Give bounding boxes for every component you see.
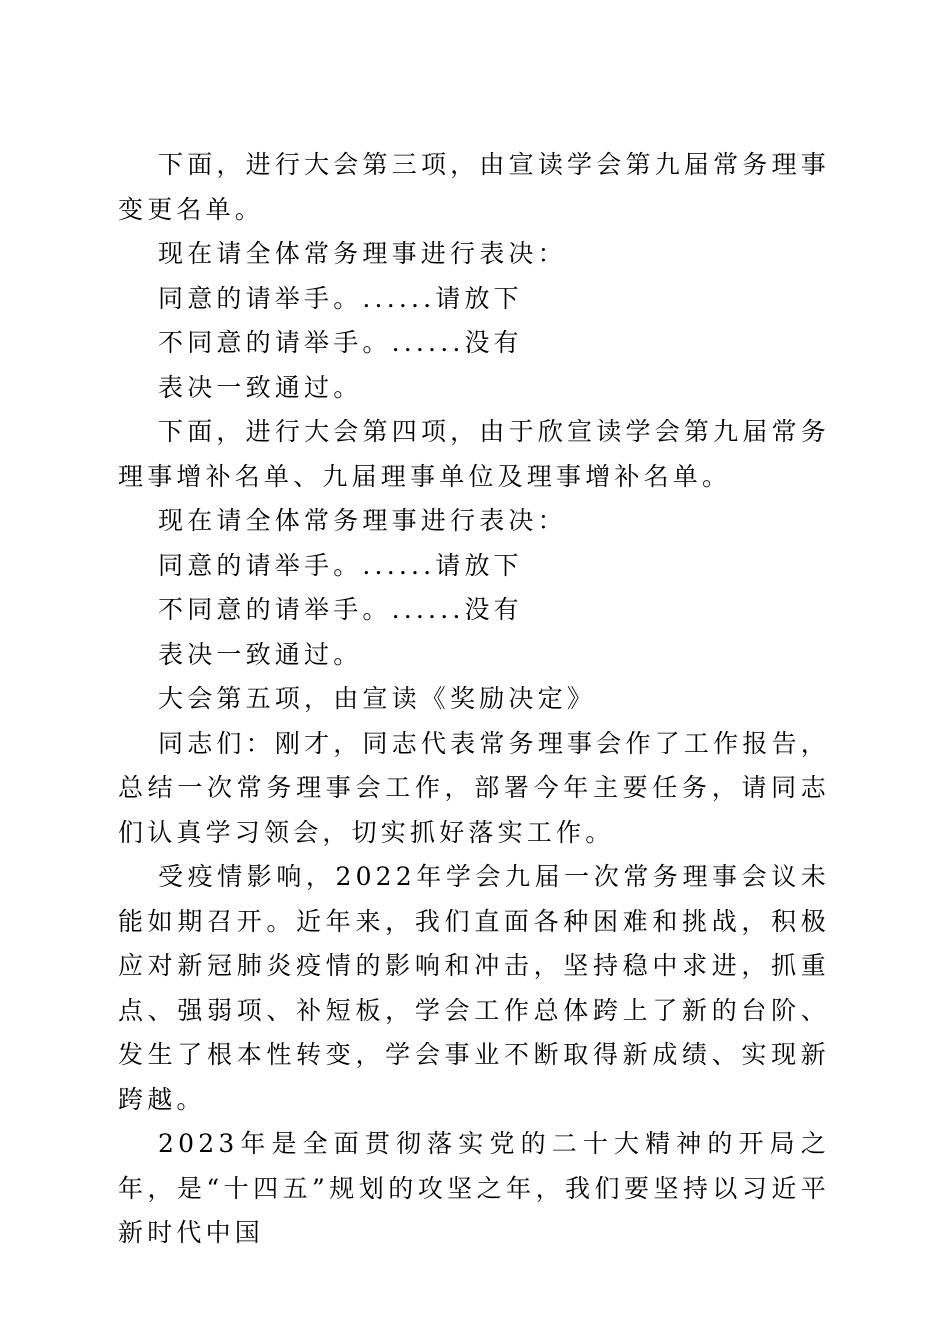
paragraph-item-4: 下面，进行大会第四项，由于欣宣读学会第九届常务理事增补名单、九届理事单位及理事增补名单。: [118, 417, 830, 491]
paragraph-agree-2: 同意的请举手。......请放下: [158, 550, 523, 580]
paragraph-passed-2: 表决一致通过。: [158, 639, 363, 669]
paragraph-vote-call-2: 现在请全体常务理事进行表决：: [158, 506, 567, 535]
paragraph-item-3: 下面，进行大会第三项，由宣读学会第九届常务理事变更名单。: [118, 150, 830, 224]
paragraph-passed-1: 表决一致通过。: [158, 372, 363, 402]
paragraph-epidemic: 受疫情影响，2022年学会九届一次常务理事会议未能如期召开。近年来，我们直面各种困难和挑战，积极应对新冠肺炎疫情的影响和冲击，坚持稳中求进，抓重点、强弱项、补短板，学会工作总体跨上了新的台阶、发生了根本性转变，学会事业不断取得新成绩、实现新跨越。: [118, 862, 830, 1114]
document-body: [118, 143, 830, 1256]
paragraph-comrades: 同志们：刚才，同志代表常务理事会作了工作报告，总结一次常务理事会工作，部署今年主要任务，请同志们认真学习领会，切实抓好落实工作。: [118, 728, 830, 847]
paragraph-agree-1: 同意的请举手。......请放下: [158, 283, 523, 313]
paragraph-vote-call-1: 现在请全体常务理事进行表决：: [158, 239, 567, 268]
paragraph-disagree-2: 不同意的请举手。......没有: [158, 595, 523, 624]
paragraph-disagree-1: 不同意的请举手。......没有: [158, 328, 523, 357]
paragraph-2023: 2023年是全面贯彻落实党的二十大精神的开局之年，是“十四五”规划的攻坚之年，我们要坚持以习近平新时代中国: [118, 1129, 830, 1247]
paragraph-item-5: 大会第五项，由宣读《奖励决定》: [158, 684, 597, 713]
